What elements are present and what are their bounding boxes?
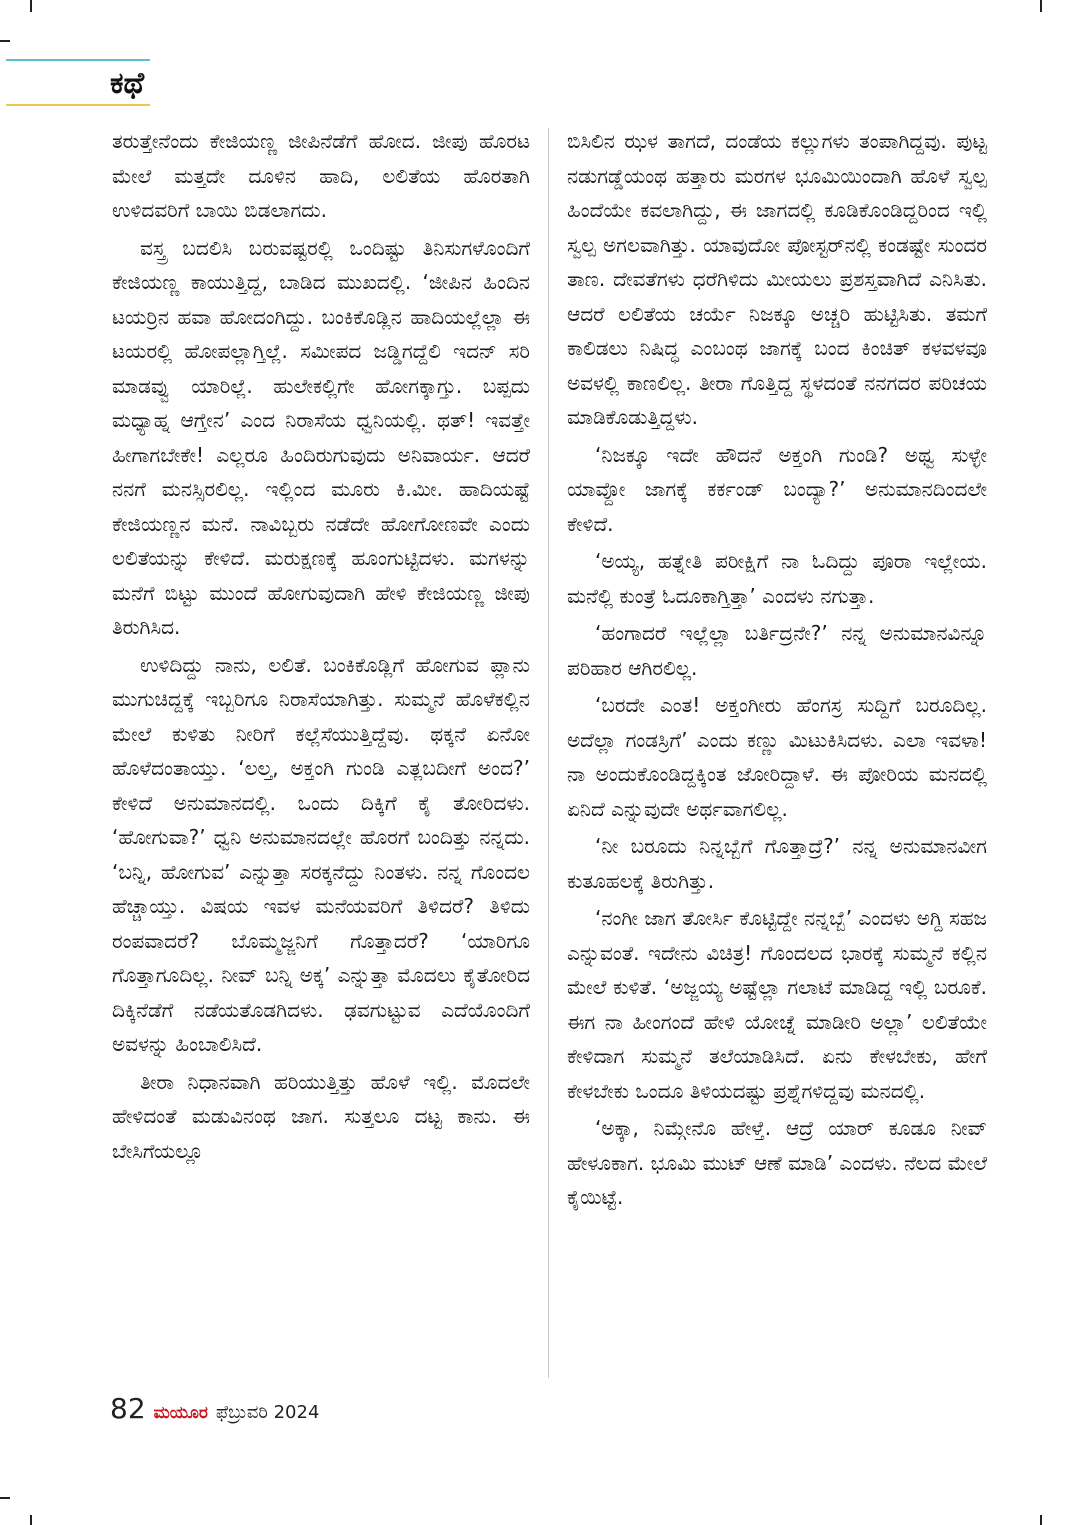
paragraph: ಉಳಿದಿದ್ದು ನಾನು, ಲಲಿತೆ. ಬಂಕಿಕೊಡ್ಲಿಗೆ ಹೋಗುವ ಪ್ಲಾನು ಮುಗುಚಿದ್ದಕ್ಕೆ ಇಬ್ಬರಿಗೂ ನಿರಾಸೆಯಾಗಿತ್ತು. ಸುಮ್ಮನೆ ಹೊಳೆಕಲ್ಲಿನ ಮೇಲೆ ಕುಳಿತು ನೀರಿಗೆ ಕಲ್ಲೆಸೆಯುತ್ತಿದ್ದೆವು. ಥಕ್ಕನೆ ಏನೋ ಹೊಳೆದಂತಾಯ್ತು. ‘ಲಲ್ತ, ಅಕ್ತಂಗಿ ಗುಂಡಿ ಎತ್ಲಬದೀಗೆ ಅಂದ?’ ಕೇಳಿದೆ ಅನುಮಾನದಲ್ಲಿ. ಒಂದು ದಿಕ್ಕಿಗೆ ಕೈ ತೋರಿದಳು. ‘ಹೋಗುವಾ?’ ಧ್ವನಿ ಅನುಮಾನದಲ್ಲೇ ಹೊರಗೆ ಬಂದಿತ್ತು ನನ್ನದು. ‘ಬನ್ನಿ, ಹೋಗುವ’ ಎನ್ನುತ್ತಾ ಸರಕ್ಕನೆದ್ದು ನಿಂತಳು. ನನ್ನ ಗೊಂದಲ ಹೆಚ್ಚಾಯ್ತು. ವಿಷಯ ಇವಳ ಮನೆಯವರಿಗೆ ತಿಳಿದರೆ? ತಿಳಿದು ರಂಪವಾದರೆ? ಬೊಮ್ಮಜ್ಜನಿಗೆ ಗೊತ್ತಾದರೆ? ‘ಯಾರಿಗೂ ಗೊತ್ತಾಗೂದಿಲ್ಲ. ನೀವ್ ಬನ್ನಿ ಅಕ್ಕ’ ಎನ್ನುತ್ತಾ ಮೊದಲು ಕೈತೋರಿದ ದಿಕ್ಕಿನೆಡೆಗೆ ನಡೆಯತೊಡಗಿದಳು. ಢವಗುಟ್ಟುವ ಎದೆಯೊಂದಿಗೆ ಅವಳನ್ನು ಹಿಂಬಾಲಿಸಿದೆ.	[112, 652, 530, 1056]
paragraph: ‘ಬರದೇ ಎಂತ! ಅಕ್ತಂಗೀರು ಹೆಂಗಸ್ರ ಸುದ್ದಿಗೆ ಬರೂದಿಲ್ಲ. ಅದೆಲ್ಲಾ ಗಂಡಸ್ರಿಗೆ’ ಎಂದು ಕಣ್ಣು ಮಿಟುಕಿಸಿದಳು. ಎಲಾ ಇವಳಾ! ನಾ ಅಂದುಕೊಂಡಿದ್ದಕ್ಕಿಂತ ಜೋರಿದ್ದಾಳೆ. ಈ ಪೋರಿಯ ಮನದಲ್ಲಿ ಏನಿದೆ ಎನ್ನುವುದೇ ಅರ್ಥವಾಗಲಿಲ್ಲ.	[567, 693, 987, 821]
crop-mark-left-bottom	[0, 1497, 10, 1499]
crop-mark-bottom-left	[30, 1515, 32, 1525]
paragraph: ‘ಅಯ್ಯ, ಹತ್ನೇತಿ ಪರೀಕ್ಷಿಗೆ ನಾ ಓದಿದ್ದು ಪೂರಾ ಇಲ್ಲೇಯ. ಮನೆಲ್ಲಿ ಕುಂತ್ರೆ ಓದೂಕಾಗ್ತಿತ್ತಾ’ ಎಂದಳು ನಗುತ್ತಾ.	[567, 549, 987, 608]
paragraph: ವಸ್ತ್ರ ಬದಲಿಸಿ ಬರುವಷ್ಟರಲ್ಲಿ ಒಂದಿಷ್ಟು ತಿನಿಸುಗಳೊಂದಿಗೆ ಕೇಜಿಯಣ್ಣ ಕಾಯುತ್ತಿದ್ದ, ಬಾಡಿದ ಮುಖದಲ್ಲಿ. ‘ಜೀಪಿನ ಹಿಂದಿನ ಟಯರ್‍ರಿನ ಹವಾ ಹೋದಂಗಿದ್ದು. ಬಂಕಿಕೊಡ್ಲಿನ ಹಾದಿಯಲ್ಲೆಲ್ಲಾ ಈ ಟಯರಲ್ಲಿ ಹೋಪಲ್ಲಾಗ್ತಿಲ್ಲೆ. ಸಮೀಪದ ಜಡ್ಡಿಗದ್ದೆಲಿ ಇದನ್ ಸರಿ ಮಾಡವ್ವು ಯಾರಿಲ್ಲೆ. ಹುಲೇಕಲ್ಲಿಗೇ ಹೋಗಕ್ಕಾಗ್ತು. ಬಪ್ಪದು ಮಧ್ಯಾಹ್ನ ಆಗ್ತೇನ’ ಎಂದ ನಿರಾಸೆಯ ಧ್ವನಿಯಲ್ಲಿ. ಥತ್! ಇವತ್ತೇ ಹೀಗಾಗಬೇಕೇ! ಎಲ್ಲರೂ ಹಿಂದಿರುಗುವುದು ಅನಿವಾರ್ಯ. ಆದರೆ ನನಗೆ ಮನಸ್ಸಿರಲಿಲ್ಲ. ಇಲ್ಲಿಂದ ಮೂರು ಕಿ.ಮೀ. ಹಾದಿಯಷ್ಟೆ ಕೇಜಿಯಣ್ಣನ ಮನೆ. ನಾವಿಬ್ಬರು ನಡೆದೇ ಹೋಗೋಣವೇ ಎಂದು ಲಲಿತೆಯನ್ನು ಕೇಳಿದೆ. ಮರುಕ್ಷಣಕ್ಕೆ ಹೂಂಗುಟ್ಟಿದಳು. ಮಗಳನ್ನು ಮನೆಗೆ ಬಿಟ್ಟು ಮುಂದೆ ಹೋಗುವುದಾಗಿ ಹೇಳಿ ಕೇಜಿಯಣ್ಣ ಜೀಪು ತಿರುಗಿಸಿದ.	[112, 235, 530, 639]
crop-mark-top-right	[1040, 0, 1042, 12]
magazine-logo: ಮಯೂರ	[153, 1403, 208, 1423]
page-number: 82	[110, 1392, 146, 1425]
paragraph: ‘ನಂಗೀ ಜಾಗ ತೋರ್ಸಿ ಕೊಟ್ಟಿದ್ದೇ ನನ್ನಬ್ಬೆ’ ಎಂದಳು ಅಗ್ದಿ ಸಹಜ ಎನ್ನುವಂತೆ. ಇದೇನು ವಿಚಿತ್ರ! ಗೊಂದಲದ ಭಾರಕ್ಕೆ ಸುಮ್ಮನೆ ಕಲ್ಲಿನ ಮೇಲೆ ಕುಳಿತೆ. ‘ಅಜ್ಜಯ್ಯ ಅಷ್ಟೆಲ್ಲಾ ಗಲಾಟೆ ಮಾಡಿದ್ದ ಇಲ್ಲಿ ಬರೂಕೆ. ಈಗ ನಾ ಹೀಂಗಂದೆ ಹೇಳಿ ಯೋಚ್ನೆ ಮಾಡೀರಿ ಅಲ್ಲಾ’ ಲಲಿತೆಯೇ ಕೇಳಿದಾಗ ಸುಮ್ಮನೆ ತಲೆಯಾಡಿಸಿದೆ. ಏನು ಕೇಳಬೇಕು, ಹೇಗೆ ಕೇಳಬೇಕು ಒಂದೂ ತಿಳಿಯದಷ್ಟು ಪ್ರಶ್ನೆಗಳಿದ್ದವು ಮನದಲ್ಲಿ.	[567, 906, 987, 1103]
paragraph: ‘ಹಂಗಾದರೆ ಇಲ್ಲೆಲ್ಲಾ ಬರ್ತಿದ್ರನೇ?’ ನನ್ನ ಅನುಮಾನವಿನ್ನೂ ಪರಿಹಾರ ಆಗಿರಲಿಲ್ಲ.	[567, 621, 987, 680]
crop-mark-top-left	[30, 0, 32, 12]
paragraph: ತರುತ್ತೇನೆಂದು ಕೇಜಿಯಣ್ಣ ಜೀಪಿನೆಡೆಗೆ ಹೋದ. ಜೀಪು ಹೊರಟ ಮೇಲೆ ಮತ್ತದೇ ದೂಳಿನ ಹಾದಿ, ಲಲಿತೆಯ ಹೊರತಾಗಿ ಉಳಿದವರಿಗೆ ಬಾಯಿ ಬಿಡಲಾಗದು.	[112, 129, 530, 222]
paragraph: ‘ನೀ ಬರೂದು ನಿನ್ನಬ್ಬೆಗೆ ಗೊತ್ತಾದ್ರೆ?’ ನನ್ನ ಅನುಮಾನವೀಗ ಕುತೂಹಲಕ್ಕೆ ತಿರುಗಿತ್ತು.	[567, 834, 987, 893]
section-title: ಕಥೆ	[110, 66, 145, 101]
paragraph: ಬಿಸಿಲಿನ ಝಳ ತಾಗದೆ, ದಂಡೆಯ ಕಲ್ಲುಗಳು ತಂಪಾಗಿದ್ದವು. ಪುಟ್ಟ ನಡುಗಡ್ಡೆಯಂಥ ಹತ್ತಾರು ಮರಗಳ ಭೂಮಿಯಿಂದಾಗಿ ಹೊಳೆ ಸ್ವಲ್ಪ ಹಿಂದೆಯೇ ಕವಲಾಗಿದ್ದು, ಈ ಜಾಗದಲ್ಲಿ ಕೂಡಿಕೊಂಡಿದ್ದರಿಂದ ಇಲ್ಲಿ ಸ್ವಲ್ಪ ಅಗಲವಾಗಿತ್ತು. ಯಾವುದೋ ಪೋಸ್ಟರ್‌ನಲ್ಲಿ ಕಂಡಷ್ಟೇ ಸುಂದರ ತಾಣ. ದೇವತೆಗಳು ಧರೆಗಿಳಿದು ಮೀಯಲು ಪ್ರಶಸ್ತವಾಗಿದೆ ಎನಿಸಿತು. ಆದರೆ ಲಲಿತೆಯ ಚರ್ಯೆ ನಿಜಕ್ಕೂ ಅಚ್ಚರಿ ಹುಟ್ಟಿಸಿತು. ತಮಗೆ ಕಾಲಿಡಲು ನಿಷಿದ್ಧ ಎಂಬಂಥ ಜಾಗಕ್ಕೆ ಬಂದ ಕಿಂಚಿತ್ ಕಳವಳವೂ ಅವಳಲ್ಲಿ ಕಾಣಲಿಲ್ಲ. ತೀರಾ ಗೊತ್ತಿದ್ದ ಸ್ಥಳದಂತೆ ನನಗದರ ಪರಿಚಯ ಮಾಡಿಕೊಡುತ್ತಿದ್ದಳು.	[567, 129, 987, 429]
issue-date: ಫೆಬ್ರುವರಿ 2024	[215, 1402, 320, 1423]
paragraph: ‘ಅಕ್ಕಾ, ನಿಮ್ಗೇನೊ ಹೇಳ್ತೆ. ಆದ್ರೆ ಯಾರ್ ಕೂಡೂ ನೀವ್ ಹೇಳೂಕಾಗ. ಭೂಮಿ ಮುಟ್ ಆಣೆ ಮಾಡಿ’ ಎಂದಳು. ನೆಲದ ಮೇಲೆ ಕೈಯಿಟ್ಟೆ.	[567, 1116, 987, 1209]
crop-mark-left-top	[0, 40, 10, 42]
column-divider	[548, 128, 549, 1378]
header-rule-top	[6, 59, 150, 61]
left-column	[112, 124, 530, 1168]
crop-mark-bottom-right	[1040, 1515, 1042, 1525]
paragraph: ತೀರಾ ನಿಧಾನವಾಗಿ ಹರಿಯುತ್ತಿತ್ತು ಹೊಳೆ ಇಲ್ಲಿ. ಮೊದಲೇ ಹೇಳಿದಂತೆ ಮಡುವಿನಂಥ ಜಾಗ. ಸುತ್ತಲೂ ದಟ್ಟ ಕಾನು. ಈ ಬೇಸಿಗೆಯಲ್ಲೂ	[112, 1069, 530, 1163]
right-column	[567, 124, 987, 1215]
page-footer	[110, 1392, 319, 1425]
paragraph: ‘ನಿಜಕ್ಕೂ ಇದೇ ಹೌದನೆ ಅಕ್ತಂಗಿ ಗುಂಡಿ? ಅಥ್ವ ಸುಳ್ಳೇ ಯಾವ್ದೋ ಜಾಗಕ್ಕೆ ಕರ್ಕಂಡ್ ಬಂದ್ಯಾ?’ ಅನುಮಾನದಿಂದಲೇ ಕೇಳಿದೆ.	[567, 442, 987, 536]
header-rule-bottom	[6, 104, 150, 106]
